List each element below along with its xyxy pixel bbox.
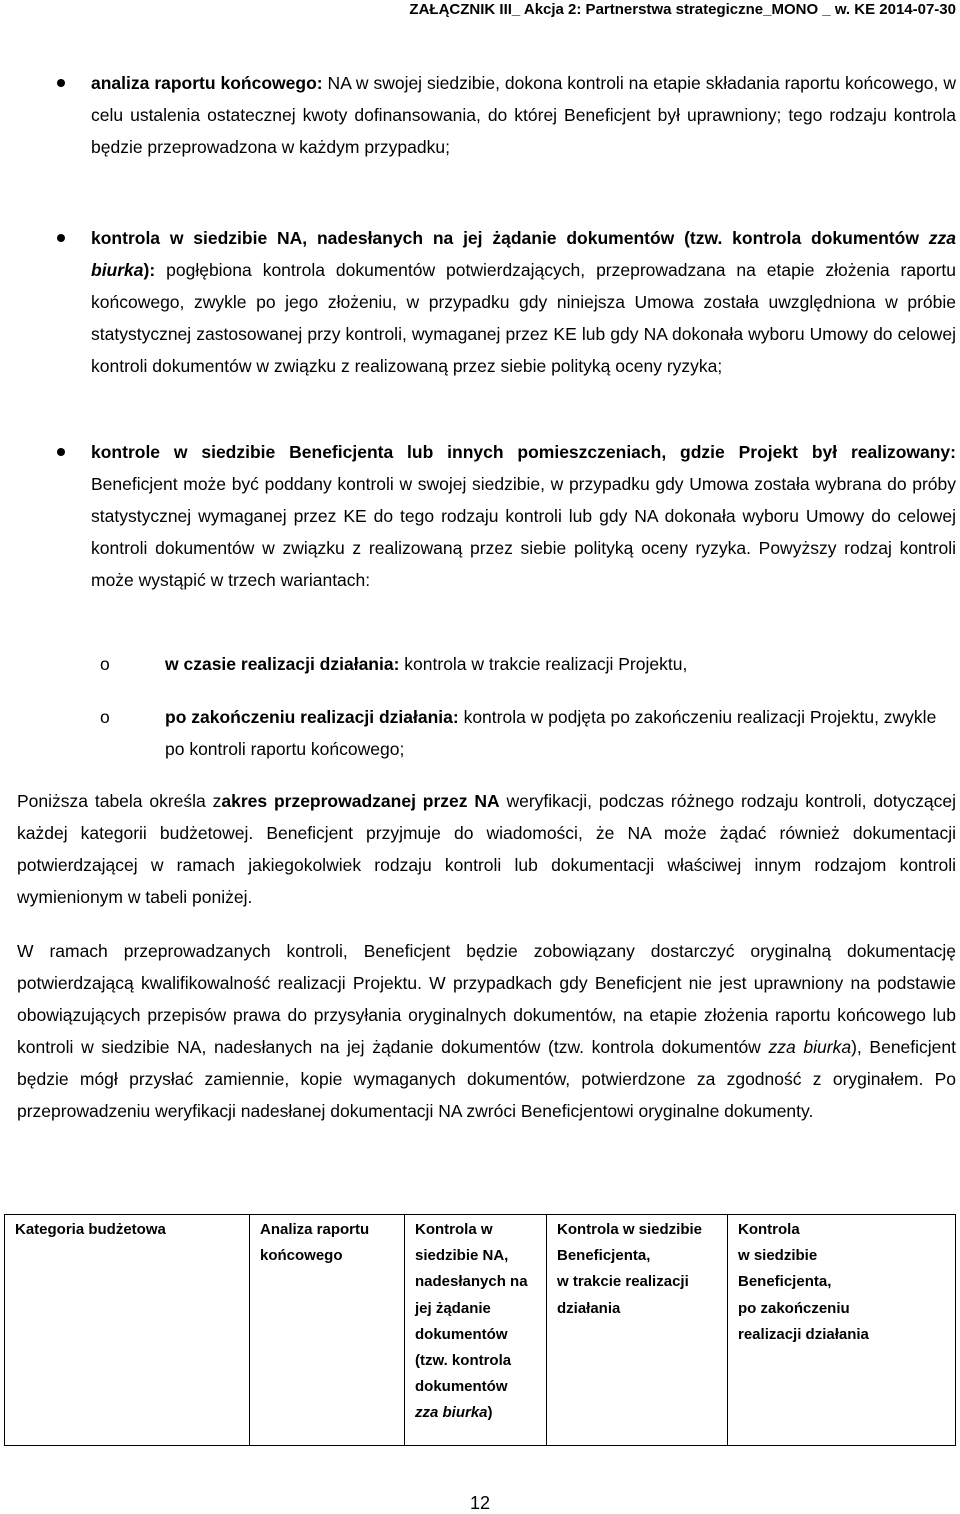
bullet-item-kontrola-na: [91, 222, 956, 382]
table-header-row: [5, 1215, 956, 1446]
budget-control-table: [4, 1214, 956, 1446]
paragraph-original-documents: W ramach przeprowadzanych kontroli, Beneficjent będzie zobowiązany dostarczyć oryginalną dokumentację potwierdzającą kwalifikowalność realizacji Projektu. W przypadkach gdy Beneficjent nie jest uprawniony na podstawie obowiązujących przepisów prawa do przysyłania oryginalnych dokumentów, na etapie złożenia raportu końcowego lub kontroli w siedzibie NA, nadesłanych na jej żądanie dokumentów (tzw. kontrola dokumentów zza biurka), Beneficjent będzie mógł przysłać zamiennie, kopie wymaganych dokumentów, potwierdzone za zgodność z oryginałem. Po przeprowadzeniu weryfikacji nadesłanej dokumentacji NA zwróci Beneficjentowi oryginalne dokumenty.: [17, 941, 957, 1121]
table-header-cell: Kontrola w siedzibie NA, nadesłanych na jej żądanie dokumentów (tzw. kontrola dokumentów zza biurka): [405, 1215, 547, 1446]
table-header-cell: Kategoria budżetowa: [5, 1215, 250, 1446]
bullet-dot: [57, 79, 65, 87]
document-header: ZAŁĄCZNIK III_ Akcja 2: Partnerstwa strategiczne_MONO _ w. KE 2014-07-30: [409, 1, 956, 18]
bullet-text: pogłębiona kontrola dokumentów potwierdzających, przeprowadzana na etapie złożenia raportu końcowego, zwykle po jego złożeniu, w przypadku gdy niniejsza Umowa została uwzględniona w próbie statystycznej zastosowanej przy kontroli, wymaganej przez KE lub gdy NA dokonała wyboru Umowy do celowej kontroli dokumentów w związku z realizowaną przez siebie polityką oceny ryzyka;: [91, 260, 956, 376]
sub-item-w-czasie: [100, 648, 956, 680]
sub-item-text: kontrola w trakcie realizacji Projektu,: [399, 654, 688, 674]
bullet-dot: [57, 234, 65, 242]
table-header-cell: Kontrola w siedzibie Beneficjenta, w trakcie realizacji działania: [547, 1215, 728, 1446]
paragraph-table-intro: Poniższa tabela określa zakres przeprowadzanej przez NA weryfikacji, podczas różnego rodzaju kontroli, dotyczącej każdej kategorii budżetowej. Beneficjent przyjmuje do wiadomości, że NA może żądać również dokumentacji potwierdzającej w ramach jakiegokolwiek rodzaju kontroli lub dokumentacji właściwej innym rodzajom kontroli wymienionym w tabeli poniżej.: [17, 791, 956, 907]
table-header-cell: Kontrola w siedzibie Beneficjenta, po zakończeniu realizacji działania: [728, 1215, 956, 1446]
page-number: 12: [469, 1493, 491, 1513]
sub-item-term: w czasie realizacji działania:: [165, 654, 400, 674]
bullet-term: kontrola w siedzibie NA, nadesłanych na jej żądanie dokumentów (tzw. kontrola dokumentów zza biurka):: [91, 228, 956, 280]
sub-item-po-zakonczeniu: [100, 701, 956, 765]
bullet-text: Beneficjent może być poddany kontroli w swojej siedzibie, w przypadku gdy Umowa została wybrana do próby statystycznej wymaganej przez KE do tego rodzaju kontroli lub gdy NA dokonała wyboru Umowy do celowej kontroli dokumentów w związku z realizowaną przez siebie polityką oceny ryzyka. Powyższy rodzaj kontroli może wystąpić w trzech wariantach:: [91, 474, 956, 590]
sub-item-term: po zakończeniu realizacji działania:: [165, 707, 459, 727]
sub-bullet-marker: o: [100, 654, 110, 674]
table-header-cell: Analiza raportu końcowego: [250, 1215, 405, 1446]
sub-bullet-marker: o: [100, 707, 110, 727]
bullet-item-analiza: [91, 67, 956, 163]
bullet-dot: [57, 448, 65, 456]
bullet-text: NA w swojej siedzibie, dokona kontroli na etapie składania raportu końcowego, w celu ustalenia ostatecznej kwoty dofinansowania, do której Beneficjent był uprawniony; tego rodzaju kontrola będzie przeprowadzona w każdym przypadku;: [91, 73, 956, 157]
bullet-term: kontrole w siedzibie Beneficjenta lub innych pomieszczeniach, gdzie Projekt był realizowany:: [91, 442, 956, 462]
bullet-item-kontrole-beneficjent: [91, 436, 956, 596]
sub-item-text: kontrola w podjęta po zakończeniu realizacji Projektu, zwykle po kontroli raportu końcowego;: [165, 707, 937, 759]
bullet-term: analiza raportu końcowego:: [91, 73, 323, 93]
